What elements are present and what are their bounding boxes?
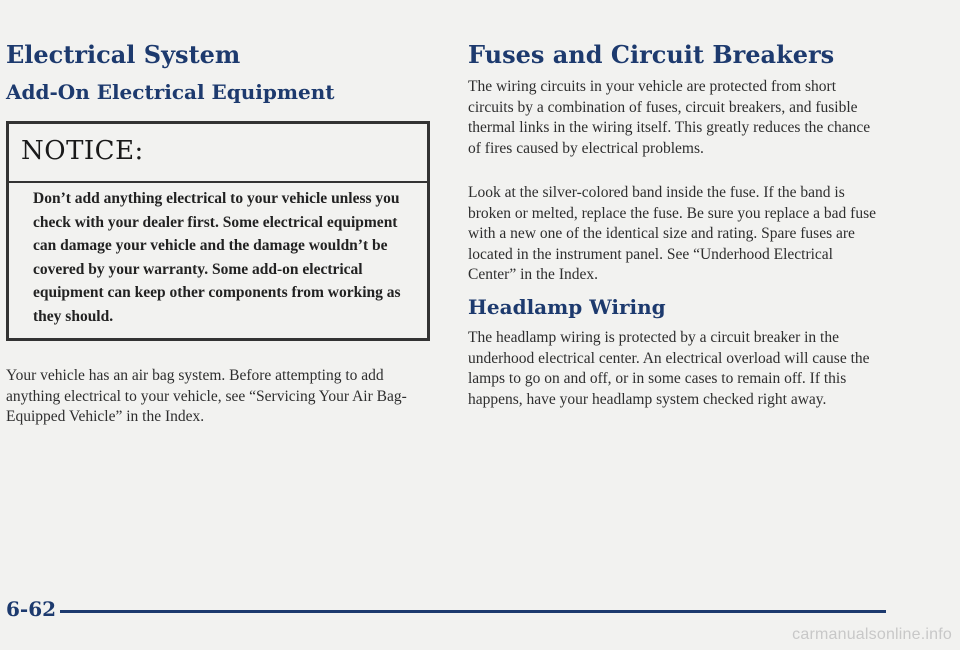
page-number: 6-62	[6, 597, 57, 621]
section-title-electrical-system: Electrical System	[6, 40, 241, 69]
subsection-title-add-on-equipment: Add-On Electrical Equipment	[6, 80, 335, 104]
notice-box	[6, 121, 430, 341]
section-title-fuses-breakers: Fuses and Circuit Breakers	[468, 40, 835, 69]
notice-title: NOTICE:	[21, 136, 144, 166]
footer-rule	[60, 610, 886, 613]
subsection-title-headlamp-wiring: Headlamp Wiring	[468, 295, 666, 319]
fuses-paragraph-1: The wiring circuits in your vehicle are protected from short circuits by a combination of fuses, circuit breakers, and fusible thermal links in the wiring itself. This greatly reduces the chance of fires caused by electrical problems.	[468, 78, 871, 157]
air-bag-paragraph: Your vehicle has an air bag system. Before attempting to add anything electrical to your vehicle, see “Servicing Your Air Bag-Equipped Vehicle” in the Index.	[6, 367, 407, 425]
headlamp-paragraph: The headlamp wiring is protected by a circuit breaker in the underhood electrical center. An electrical overload will cause the lamps to go on and off, or in some cases to remain off. If this happens, have your headlamp system checked right away.	[468, 329, 870, 408]
notice-body: Don’t add anything electrical to your vehicle unless you check with your dealer first. Some electrical equipment can damage your vehicle and the damage wouldn’t be covered by your warranty. Some add-on electrical equipment can keep other components from working as they should.	[33, 190, 401, 325]
fuses-paragraph-2: Look at the silver-colored band inside the fuse. If the band is broken or melted, replace the fuse. Be sure you replace a bad fuse with a new one of the identical size and rating. Spare fuses are located in the instrument panel. See “Underhood Electrical Center” in the Index.	[468, 184, 876, 283]
watermark-text: carmanualsonline.info	[792, 626, 952, 643]
notice-divider	[9, 181, 427, 183]
